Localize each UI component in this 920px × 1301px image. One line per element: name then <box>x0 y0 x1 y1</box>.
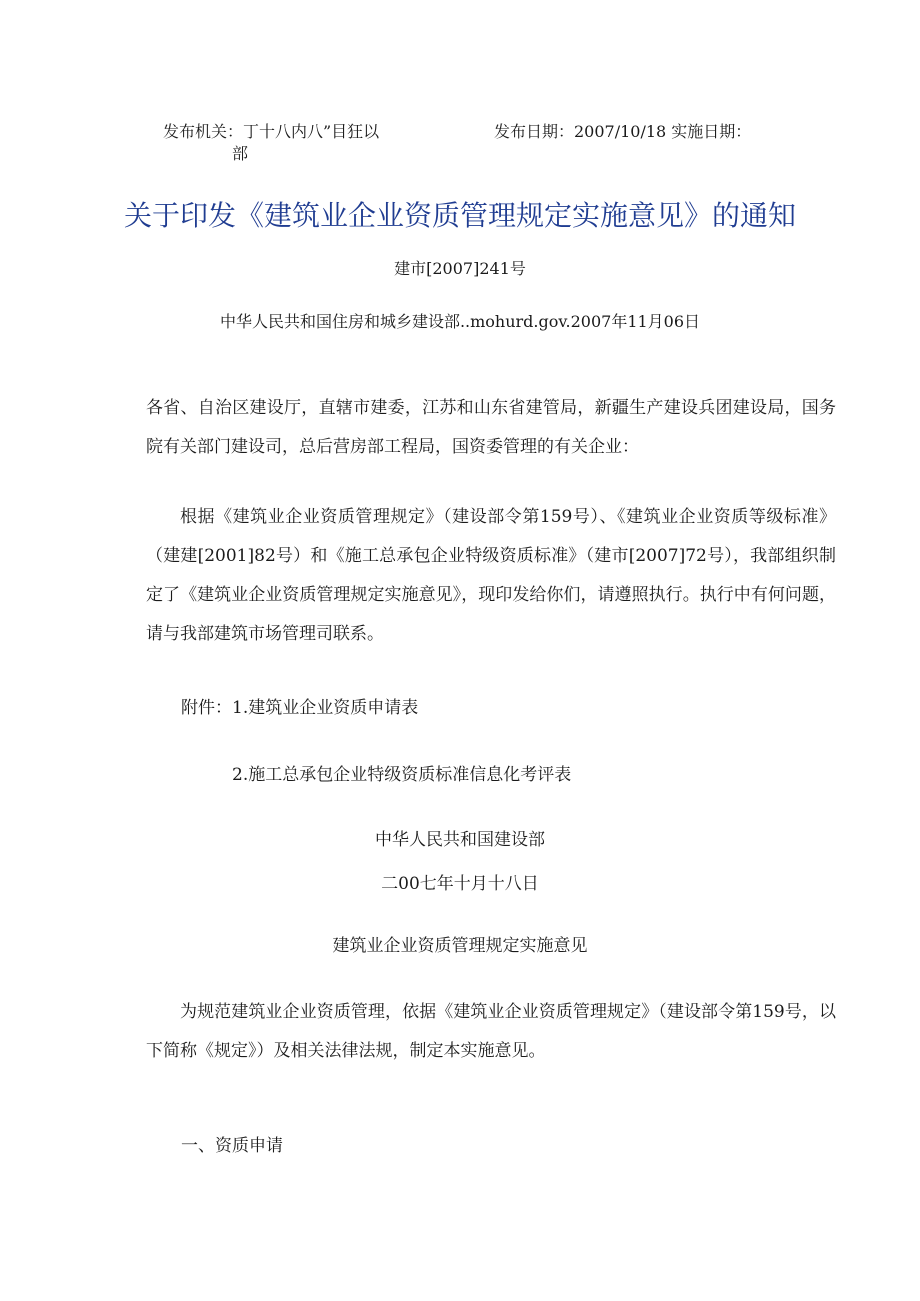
section-title: 建筑业企业资质管理规定实施意见 <box>332 936 588 956</box>
document-source: 中华人民共和国住房和城乡建设部..mohurd.gov.2007年11月06日 <box>219 312 701 331</box>
addressee-paragraph: 各省、自治区建设厅，直辖市建委，江苏和山东省建管局，新疆生产建设兵团建设局，国务院有关部门建设司，总后营房部工程局，国资委管理的有关企业： <box>146 398 836 457</box>
document-title: 关于印发《建筑业企业资质管理规定实施意见》的通知 <box>123 199 796 232</box>
body-paragraph: 根据《建筑业企业资质管理规定》（建设部令第159号）、《建筑业企业资质等级标准》（建建[2001]82号）和《施工总承包企业特级资质标准》（建市[2007]72号），我部组织制定了《建筑业企业资质管理规定实施意见》，现印发给你们，请遵照执行。执行中有何问题，请与我部建筑市场管理司联系。 <box>146 507 836 644</box>
issue-and-effective-dates: 发布日期：2007/10/18 实施日期： <box>494 122 752 141</box>
intro-paragraph: 为规范建筑业企业资质管理，依据《建筑业企业资质管理规定》（建设部令第159号，以下简称《规定》）及相关法律法规，制定本实施意见。 <box>146 1002 836 1061</box>
document-number: 建市[2007]241号 <box>394 259 526 278</box>
issuing-authority-continued: 部 <box>232 144 249 163</box>
section-heading: 一、资质申请 <box>181 1136 283 1156</box>
signing-date: 二00七年十月十八日 <box>381 874 539 894</box>
attachment-item-1: 附件：1.建筑业企业资质申请表 <box>181 698 419 718</box>
signing-organization: 中华人民共和国建设部 <box>375 830 545 850</box>
attachment-item-2: 2.施工总承包企业特级资质标准信息化考评表 <box>232 765 572 785</box>
issuing-authority: 发布机关：丁十八内八”目狂以 <box>163 122 380 141</box>
